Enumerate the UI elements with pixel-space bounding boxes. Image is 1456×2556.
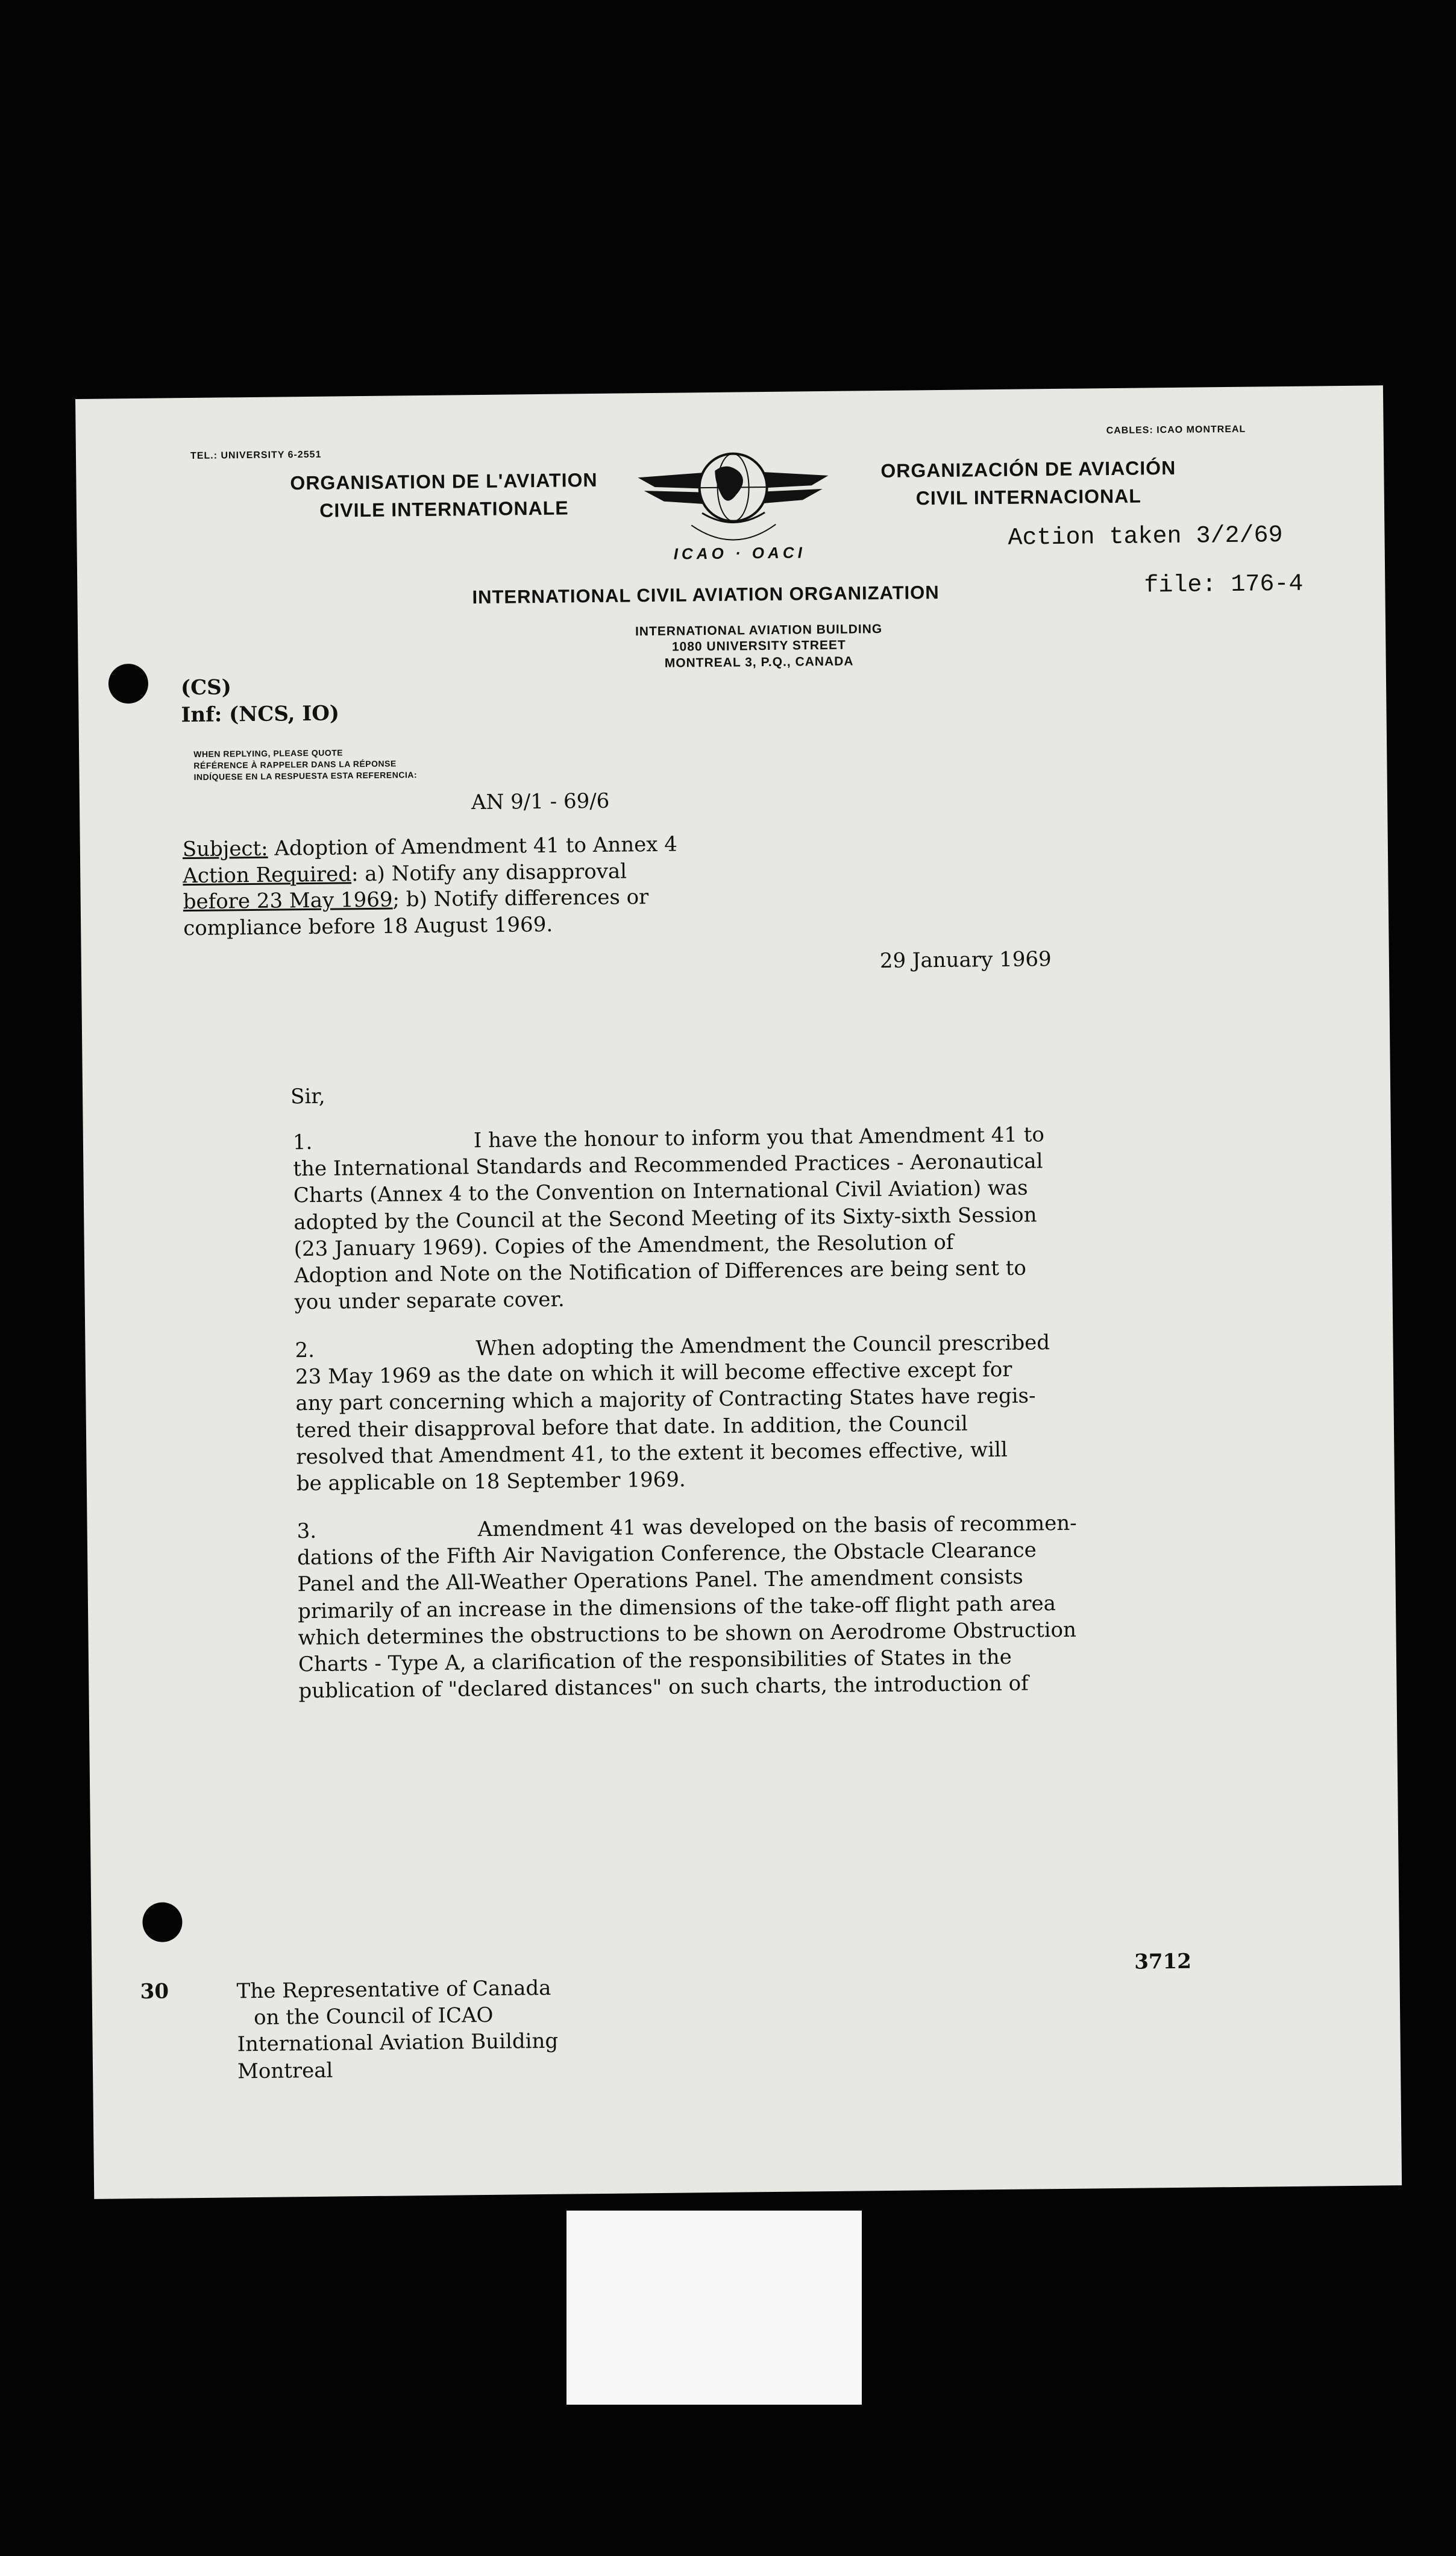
action-required-label: Action Required (183, 861, 352, 888)
reply-reference-instruction (193, 746, 417, 783)
page-code: 3712 (1134, 1949, 1192, 1974)
org-name-spanish (853, 453, 1203, 513)
org-es-line2: CIVIL INTERNACIONAL (915, 485, 1141, 509)
cables-line: CABLES: ICAO MONTREAL (1106, 424, 1246, 436)
paragraph-2-line: any part concerning which a majority of Contracting States have regis- (295, 1383, 1036, 1416)
org-fr-line2: CIVILE INTERNATIONALE (319, 497, 569, 522)
paragraph-2-line: 23 May 1969 as the date on which it will become effective except for (295, 1357, 1012, 1390)
paragraph-1-line: Charts (Annex 4 to the Convention on International Civil Aviation) was (293, 1176, 1028, 1208)
letter-date: 29 January 1969 (879, 947, 1052, 974)
paragraph-1-line: Adoption and Note on the Notification of Differences are being sent to (294, 1256, 1027, 1288)
letter-page (75, 385, 1402, 2199)
action-required-text: : a) Notify any disapproval (351, 858, 627, 886)
disapproval-deadline: before 23 May 1969 (183, 887, 393, 914)
paragraph-3 (297, 1508, 1250, 1705)
icao-emblem-text: ICAO · OACI (673, 543, 806, 563)
address-line3: MONTREAL 3, P.Q., CANADA (664, 654, 854, 670)
action-taken-note: Action taken 3/2/69 (1008, 522, 1283, 552)
reply-quote-line1: WHEN REPLYING, PLEASE QUOTE (193, 748, 344, 759)
distribution-inf: Inf: (NCS, IO) (181, 701, 340, 728)
paragraph-3-line: Amendment 41 was developed on the basis of recommen- (477, 1511, 1077, 1542)
paragraph-3-line: which determines the obstructions to be shown on Aerodrome Obstruction (298, 1617, 1077, 1650)
reply-quote-line2: RÉFÉRENCE À RAPPELER DANS LA RÉPONSE (193, 758, 397, 770)
addressee-line2: on the Council of ICAO (253, 2003, 494, 2030)
icao-emblem (630, 433, 836, 574)
paragraph-1-line: you under separate cover. (294, 1287, 565, 1315)
paragraph-2-number: 2. (295, 1338, 315, 1363)
subject-label: Subject: (182, 836, 268, 862)
addressee-line1: The Representative of Canada (236, 1975, 551, 2004)
paragraph-1-line: adopted by the Council at the Second Meeting of its Sixty-sixth Session (293, 1202, 1037, 1235)
addressee-line4: Montreal (237, 2058, 333, 2083)
paragraph-1-line: (23 January 1969). Copies of the Amendment, the Resolution of (293, 1230, 954, 1262)
org-es-line1: ORGANIZACIÓN DE AVIACIÓN (880, 456, 1176, 482)
reply-quote-line3: INDÍQUESE EN LA RESPUESTA ESTA REFERENCIA: (193, 769, 418, 782)
paragraph-2-line: When adopting the Amendment the Council prescribed (475, 1330, 1050, 1361)
punch-hole-bottom (142, 1902, 183, 1942)
address-line2: 1080 UNIVERSITY STREET (671, 638, 846, 654)
distribution-cs: (CS) (180, 675, 232, 700)
paragraph-2-line: resolved that Amendment 41, to the extent it becomes effective, will (296, 1437, 1008, 1470)
org-address (572, 621, 946, 672)
org-name-french (257, 465, 631, 525)
paragraph-1-number: 1. (292, 1130, 313, 1155)
subject-text: Adoption of Amendment 41 to Annex 4 (268, 832, 678, 861)
addressee-line3: International Aviation Building (237, 2029, 559, 2057)
paragraph-3-line: Charts - Type A, a clarification of the responsibilities of States in the (298, 1645, 1012, 1677)
subject-block (183, 832, 679, 942)
paragraph-2 (295, 1327, 1249, 1497)
paragraph-2-line: be applicable on 18 September 1969. (296, 1467, 686, 1496)
paragraph-3-line: Panel and the All-Weather Operations Panel. The amendment consists (297, 1565, 1023, 1597)
paragraph-1-line: I have the honour to inform you that Amendment 41 to (473, 1122, 1045, 1153)
paragraph-1 (293, 1119, 1247, 1316)
paragraph-3-number: 3. (297, 1519, 317, 1544)
paragraph-2-line: tered their disapproval before that date. In addition, the Council (295, 1411, 968, 1443)
org-name-english: INTERNATIONAL CIVIL AVIATION ORGANIZATION (472, 582, 940, 608)
paragraph-1-line: the International Standards and Recommended Practices - Aeronautical (293, 1149, 1043, 1182)
punch-hole-top (108, 664, 149, 704)
addressee-number: 30 (140, 1979, 169, 2004)
file-number-note: file: 176-4 (1144, 570, 1304, 600)
paragraph-3-line: dations of the Fifth Air Navigation Conference, the Obstacle Clearance (297, 1538, 1037, 1570)
org-fr-line1: ORGANISATION DE L'AVIATION (290, 468, 598, 494)
paragraph-3-line: primarily of an increase in the dimensions of the take-off flight path area (297, 1591, 1056, 1623)
salutation: Sir, (290, 1084, 325, 1109)
addressee-block (236, 1975, 558, 2085)
reference-number: AN 9/1 - 69/6 (471, 789, 610, 815)
paragraph-3-line: publication of "declared distances" on such charts, the introduction of (298, 1671, 1029, 1704)
action-line2-rest: ; b) Notify differences or (392, 885, 649, 912)
telephone-line: TEL.: UNIVERSITY 6-2551 (190, 449, 322, 462)
action-line3: compliance before 18 August 1969. (183, 912, 553, 940)
address-line1: INTERNATIONAL AVIATION BUILDING (635, 622, 883, 639)
blank-card (566, 2211, 862, 2405)
